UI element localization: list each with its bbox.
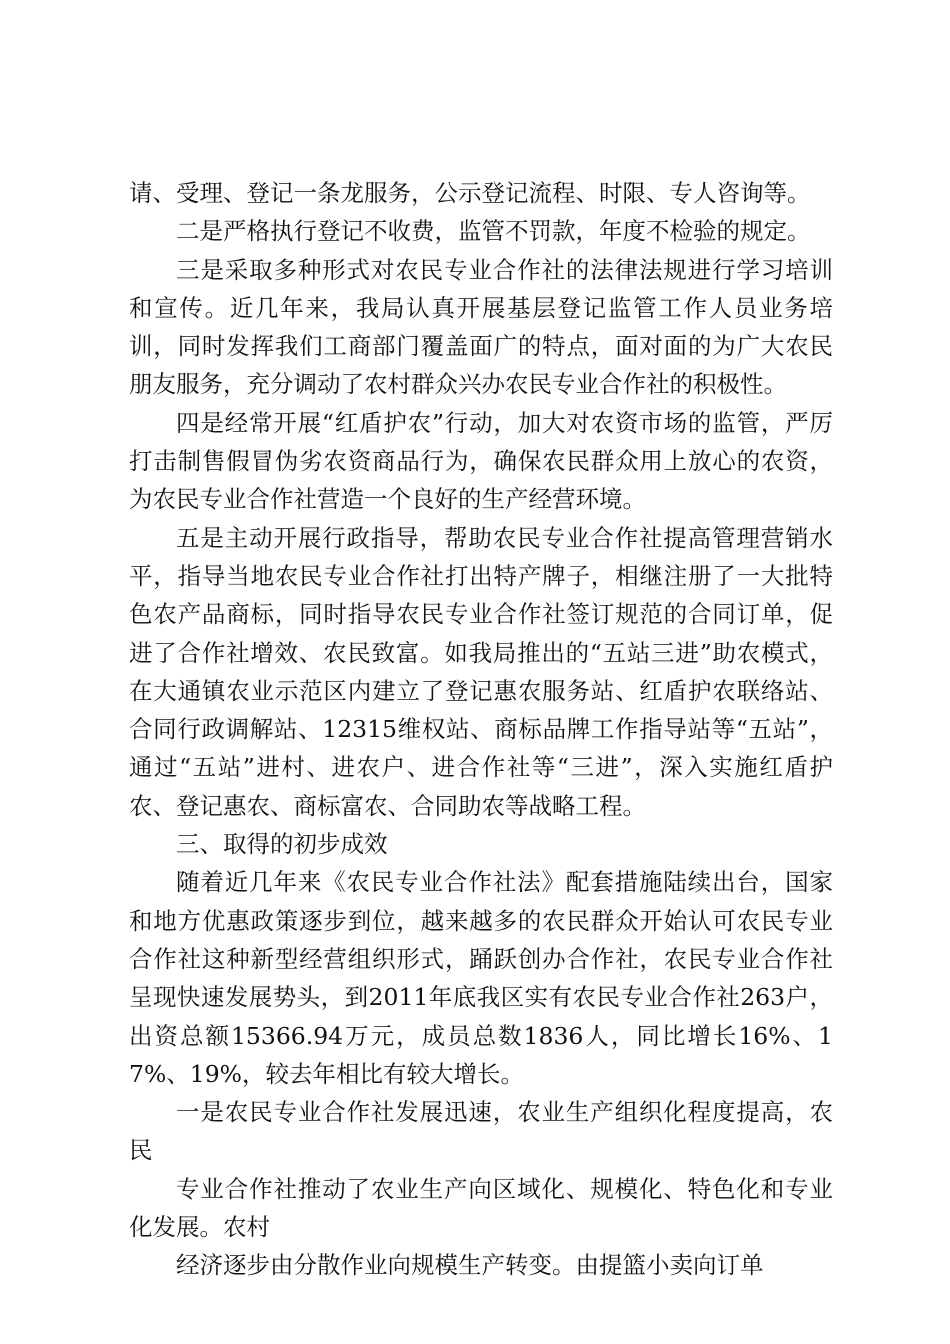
section-heading: 三、取得的初步成效: [176, 830, 388, 859]
paragraph: 二是严格执行登记不收费，监管不罚款，年度不检验的规定。: [176, 217, 811, 246]
paragraph: 专业合作社推动了农业生产向区域化、规模化、特色化和专业化发展。农村: [129, 1174, 833, 1242]
paragraph: 随着近几年来《农民专业合作社法》配套措施陆续出台，国家和地方优惠政策逐步到位，越来越多的农民群众开始认可农民专业合作社这种新型经营组织形式，踊跃创办合作社，农民专业合作社呈现快速发展势头，到2011年底我区实有农民专业合作社263户，出资总额15366.94万元，成员总数1836人，同比增长16%、17%、19%，较去年相比有较大增长。: [129, 868, 833, 1088]
paragraph: 三是采取多种形式对农民专业合作社的法律法规进行学习培训和宣传。近几年来，我局认真开展基层登记监管工作人员业务培训，同时发挥我们工商部门覆盖面广的特点，面对面的为广大农民朋友服务，充分调动了农村群众兴办农民专业合作社的积极性。: [129, 255, 833, 399]
document-body: [129, 174, 833, 1285]
paragraph: 请、受理、登记一条龙服务，公示登记流程、时限、专人咨询等。: [129, 179, 811, 207]
paragraph: 经济逐步由分散作业向规模生产转变。由提篮小卖向订单: [176, 1251, 764, 1280]
paragraph: 五是主动开展行政指导，帮助农民专业合作社提高管理营销水平，指导当地农民专业合作社打出特产牌子，相继注册了一大批特色农产品商标，同时指导农民专业合作社签订规范的合同订单，促进了合作社增效、农民致富。如我局推出的“五站三进”助农模式，在大通镇农业示范区内建立了登记惠农服务站、红盾护农联络站、合同行政调解站、12315维权站、商标品牌工作指导站等“五站”，通过“五站”进村、进农户、进合作社等“三进”，深入实施红盾护农、登记惠农、商标富农、合同助农等战略工程。: [129, 523, 833, 820]
paragraph: 四是经常开展“红盾护农”行动，加大对农资市场的监管，严厉打击制售假冒伪劣农资商品行为，确保农民群众用上放心的农资，为农民专业合作社营造一个良好的生产经营环境。: [129, 408, 833, 514]
paragraph: 一是农民专业合作社发展迅速，农业生产组织化程度提高，农民: [129, 1098, 833, 1165]
